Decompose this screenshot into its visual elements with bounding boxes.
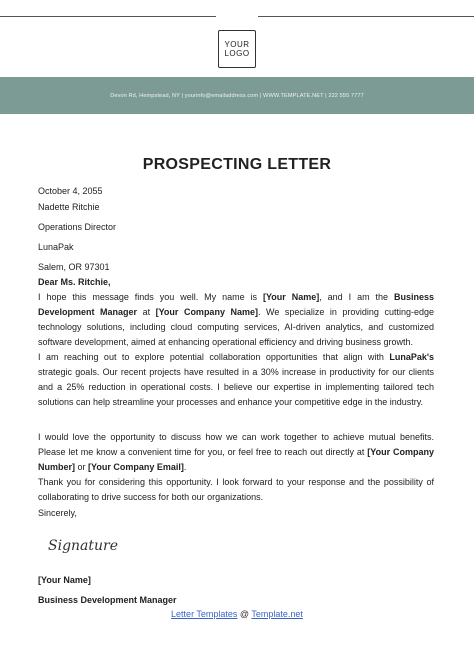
paragraph-contact: I would love the opportunity to discuss how we can work together to achieve mutual benefits. Please let me know a convenient time for you, or feel free to reach out directly at [Your Company Number] or [Your Company Email]. <box>38 432 434 472</box>
logo-line-2: LOGO <box>224 49 250 58</box>
closing: Sincerely, <box>38 508 77 518</box>
letter-date: October 4, 2055 <box>38 186 103 196</box>
template-net-link[interactable]: Template.net <box>251 609 303 619</box>
company-logo <box>218 30 256 68</box>
logo-line-1: YOUR <box>224 40 250 49</box>
recipient-location: Salem, OR 97301 <box>38 262 110 272</box>
recipient-company: LunaPak <box>38 242 74 252</box>
recipient-title: Operations Director <box>38 222 117 232</box>
document-title: PROSPECTING LETTER <box>142 156 332 173</box>
footer <box>0 609 474 619</box>
contact-info: Devon Rd, Hempstead, NY | yourinfo@emailaddress.com | WWW.TEMPLATE.NET | 222 555 7777 <box>110 92 364 99</box>
signature: Signature <box>48 538 119 554</box>
footer-separator: @ <box>237 609 252 619</box>
paragraph-intro: I hope this message finds you well. My name is [Your Name], and I am the Business Development Manager at [Your Company Name]. We specialize in providing cutting-edge technology solutions, including cloud computing services, AI-driven analytics, and customized software development, aimed at enhancing operational efficiency and driving business growth. <box>38 292 434 347</box>
recipient-name: Nadette Ritchie <box>38 202 100 212</box>
paragraph-thanks: Thank you for considering this opportunity. I look forward to your response and the possibility of collaborating to drive success for both our organizations. <box>38 477 434 502</box>
header-rule-right <box>258 16 474 17</box>
paragraph-proposal: I am reaching out to explore potential collaboration opportunities that align with LunaPak's strategic goals. Our recent projects have resulted in a 30% increase in productivity for our clients and a 25% reduction in operational costs. I believe our expertise in implementing tailored tech solutions can help streamline your processes and enhance your competitive edge in the industry. <box>38 352 434 407</box>
sender-title: Business Development Manager <box>38 595 177 605</box>
sender-name: [Your Name] <box>38 575 91 585</box>
salutation: Dear Ms. Ritchie, <box>38 277 111 287</box>
letter-templates-link[interactable]: Letter Templates <box>171 609 238 619</box>
contact-band <box>0 77 474 114</box>
header-rule-left <box>0 16 216 17</box>
